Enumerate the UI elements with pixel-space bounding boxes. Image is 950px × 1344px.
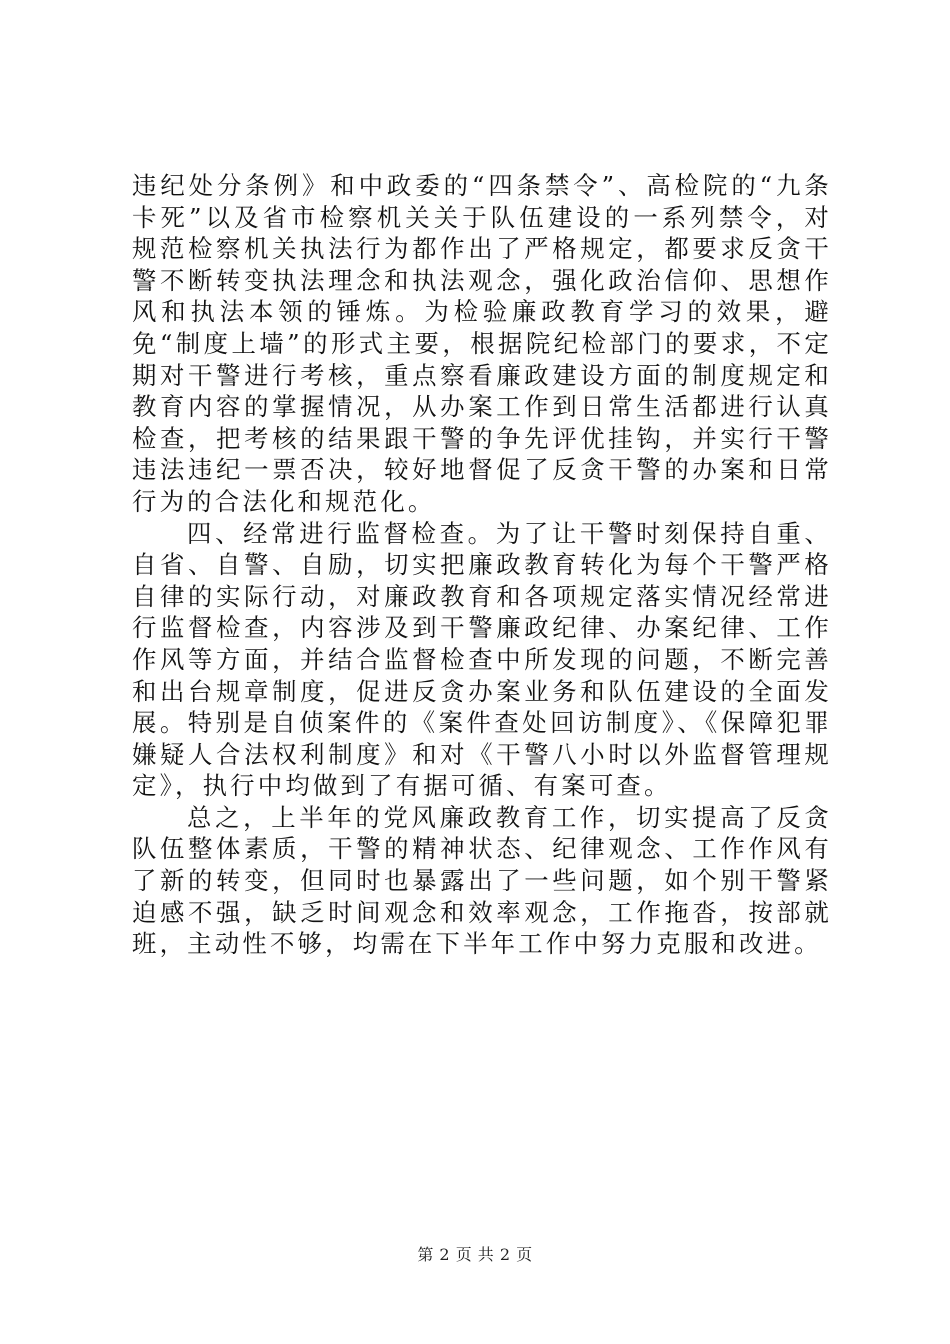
- document-body: [132, 170, 832, 960]
- paragraph-summary: 总之，上半年的党风廉政教育工作，切实提高了反贪队伍整体素质，干警的精神状态、纪律观念、工作作风有了新的转变，但同时也暴露出了一些问题，如个别干警紧迫感不强，缺乏时间观念和效率观念，工作拖沓，按部就班，主动性不够，均需在下半年工作中努力克服和改进。: [132, 802, 832, 959]
- paragraph-continued: 违纪处分条例》和中政委的“四条禁令”、高检院的“九条卡死”以及省市检察机关关于队伍建设的一系列禁令，对规范检察机关执法行为都作出了严格规定，都要求反贪干警不断转变执法理念和执法观念，强化政治信仰、思想作风和执法本领的锤炼。为检验廉政教育学习的效果，避免“制度上墙”的形式主要，根据院纪检部门的要求，不定期对干警进行考核，重点察看廉政建设方面的制度规定和教育内容的掌握情况，从办案工作到日常生活都进行认真检查，把考核的结果跟干警的争先评优挂钩，并实行干警违法违纪一票否决，较好地督促了反贪干警的办案和日常行为的合法化和规范化。: [132, 171, 832, 516]
- paragraph-supervision-inspection: 四、经常进行监督检查。为了让干警时刻保持自重、自省、自警、自励，切实把廉政教育转化为每个干警严格自律的实际行动，对廉政教育和各项规定落实情况经常进行监督检查，内容涉及到干警廉政纪律、办案纪律、工作作风等方面，并结合监督检查中所发现的问题，不断完善和出台规章制度，促进反贪办案业务和队伍建设的全面发展。特别是自侦案件的《案件查处回访制度》、《保障犯罪嫌疑人合法权利制度》和对《干警八小时以外监督管理规定》，执行中均做到了有据可循、有案可查。: [132, 518, 832, 801]
- page-number-footer: 第 2 页 共 2 页: [417, 1245, 533, 1264]
